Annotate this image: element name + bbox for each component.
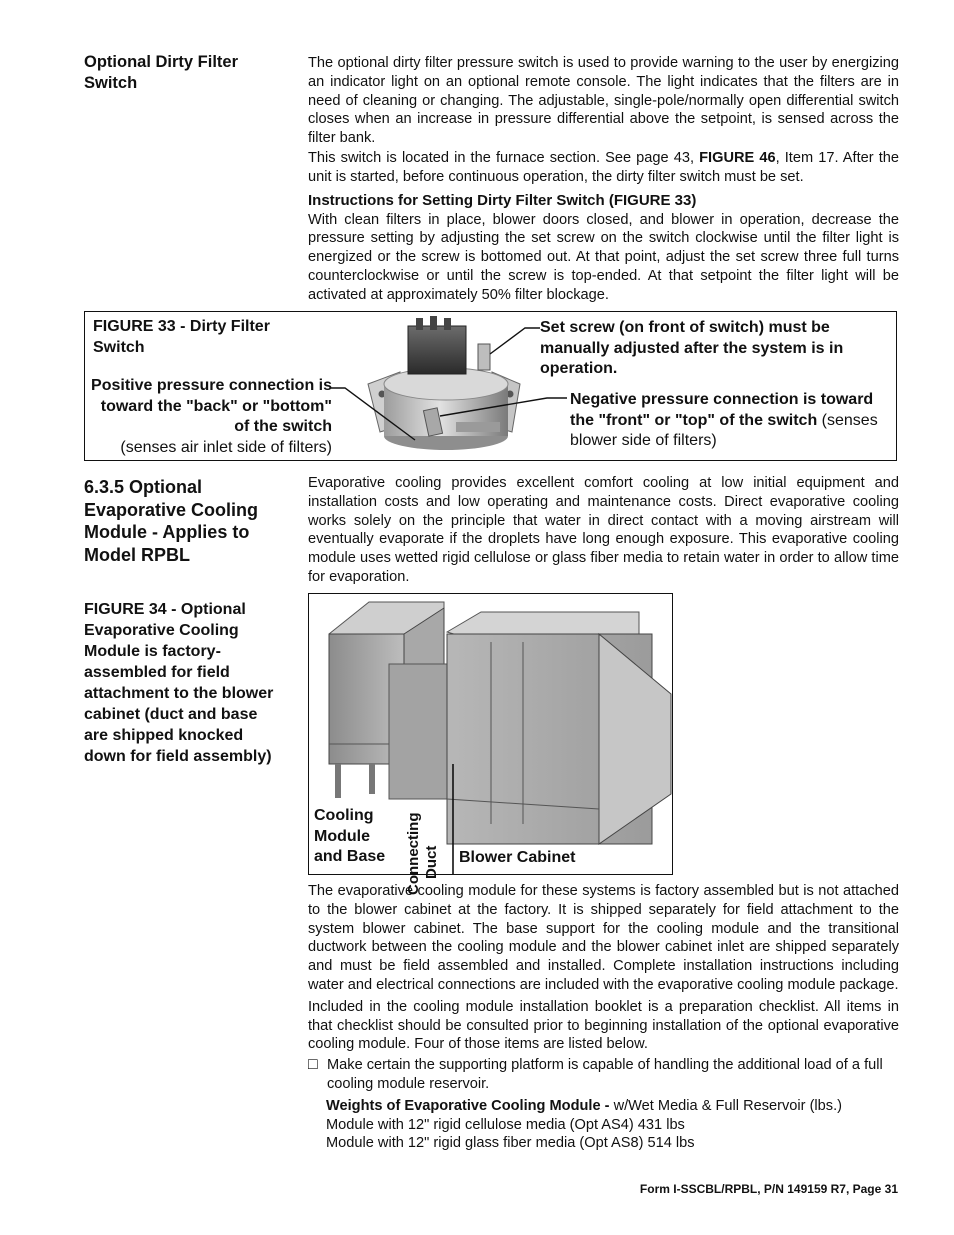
positive-connection-text: Positive pressure connection is toward the "back" or "bottom" of the switch	[91, 377, 332, 435]
positive-leader	[331, 388, 415, 440]
weights-block	[326, 1097, 899, 1153]
dirty-filter-body	[308, 54, 899, 305]
cooling-module-label: Cooling Module and Base	[314, 807, 386, 865]
checkbox-icon: □	[308, 1056, 318, 1074]
evap-para2: The evaporative cooling module for these systems is factory assembled but is not attached to the blower cabinet at the factory. It is shipped separately for field attachment to the system blower cabinet. The base support for the cooling module and the transitional ductwork between the cooling module and the blower cabinet inlet are shipped separately and must be field assembled and installed. Complete installation instructions including water and electrical connections are included with the evaporative cooling module package.	[308, 883, 899, 993]
evap-para3: Included in the cooling module installation booklet is a preparation checklist. All items in that checklist should be consulted prior to beginning installation of the optional evaporative cooling module. Four of those items are listed below.	[308, 998, 899, 1053]
weight-line-cellulose: Module with 12" rigid cellulose media (Opt AS4) 431 lbs	[326, 1116, 685, 1133]
evap-cooling-intro	[308, 474, 899, 587]
page-footer: Form I-SSCBL/RPBL, P/N 149159 R7, Page 31	[639, 1182, 898, 1196]
weights-heading	[326, 1097, 899, 1116]
dirty-filter-para1: The optional dirty filter pressure switch is used to provide warning to the user by energizing an indicator light on an optional remote console. The light indicates that the filters are in need of cleaning or changing. The adjustable, single-pole/normally open differential switch closes when an increase in pressure differential above the setpoint, is sensed across the filter bank.	[308, 55, 899, 147]
negative-connection-note: (senses blower side of filters)	[570, 411, 878, 449]
dirty-filter-para2-a: This switch is located in the furnace section. See page 43,	[308, 149, 700, 166]
setscrew-text: Set screw (on front of switch) must be manually adjusted after the system is in operation.	[540, 319, 844, 377]
base-leg-2	[369, 764, 375, 794]
figure-34-box	[308, 593, 673, 895]
connecting-duct-label-line1: Connecting	[405, 812, 422, 895]
blower-cabinet-label: Blower Cabinet	[459, 849, 576, 866]
weights-heading-bold: Weights of Evaporative Cooling Module -	[326, 1097, 614, 1114]
connecting-duct-label-line2: Duct	[423, 845, 440, 879]
checklist-item-text: Make certain the supporting platform is capable of handling the additional load of a full cooling module reservoir.	[327, 1057, 883, 1092]
figure-33-caption: FIGURE 33 - Dirty Filter Switch	[93, 318, 270, 356]
negative-leader	[440, 398, 567, 416]
negative-connection-text: Negative pressure connection is toward the "front" or "top" of the switch	[570, 391, 874, 429]
evap-para1: Evaporative cooling provides excellent comfort cooling at low initial equipment and installation costs and low operating and maintenance costs. Direct evaporative cooling works solely on the principle that water in direct contact with a moving airstream will eventually evaporate if the droplets have long enough exposure. This evaporative cooling module uses wetted rigid cellulose or glass fiber media to retain water in order to allow time for evaporation.	[308, 475, 899, 585]
weights-heading-rest: w/Wet Media & Full Reservoir (lbs.)	[613, 1097, 842, 1114]
figure-46-reference: FIGURE 46	[699, 149, 776, 166]
dirty-filter-para2	[308, 149, 899, 187]
blower-cabinet-transition	[599, 634, 671, 844]
dirty-filter-heading: Optional Dirty Filter Switch	[84, 53, 239, 92]
figure-33-box	[84, 311, 897, 461]
figure-34-caption: FIGURE 34 - Optional Evaporative Cooling Module is factory-assembled for field attachment to the blower cabinet (duct and base are shipped knocked down for field assembly)	[84, 601, 274, 765]
instructions-heading: Instructions for Setting Dirty Filter Switch (FIGURE 33)	[308, 191, 697, 209]
base-leg-1	[335, 764, 341, 798]
evap-cooling-body	[308, 882, 899, 1153]
instructions-text: With clean filters in place, blower doors closed, and blower in operation, decrease the pressure setting by adjusting the set screw on the switch clockwise until the filter light is energized or the screw is bottomed out. At that point, adjust the set screw three full turns counterclockwise or until the screw is top-ended. At that setpoint the filter light will be activated at approximately 50% filter blockage.	[308, 211, 899, 303]
evap-cooling-heading: 6.3.5 Optional Evaporative Cooling Module - Applies to Model RPBL	[84, 477, 259, 565]
setscrew-leader	[490, 328, 540, 354]
setscrew-callout	[540, 318, 870, 380]
weight-line-glass-fiber: Module with 12" rigid glass fiber media (Opt AS8) 514 lbs	[326, 1135, 695, 1152]
positive-connection-note: (senses air inlet side of filters)	[120, 438, 332, 456]
dirty-filter-para2-c: , Item 17. After the unit is started, before continuous operation, the dirty filter switch must be set.	[308, 149, 900, 185]
connecting-duct	[389, 664, 447, 799]
negative-connection-callout	[570, 390, 890, 452]
checklist-item	[308, 1056, 899, 1094]
